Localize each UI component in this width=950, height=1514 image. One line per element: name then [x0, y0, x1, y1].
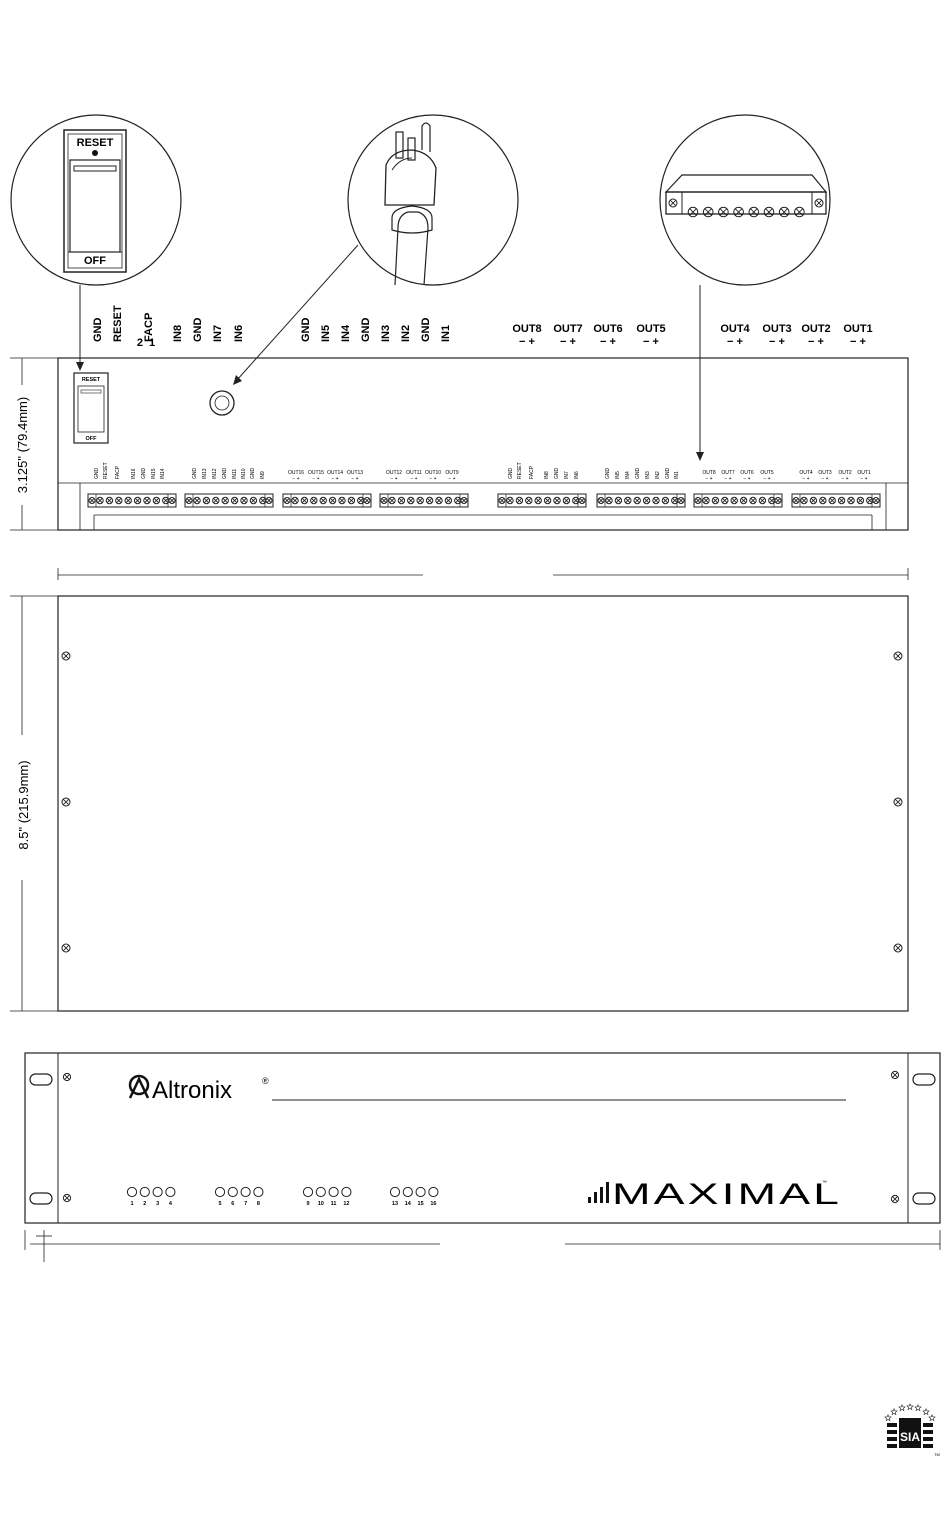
led-indicator-15: [416, 1187, 425, 1196]
rear-strip-b-0: GND: [508, 467, 514, 479]
altronix-logo: [130, 1076, 269, 1104]
led-indicator-10: [316, 1187, 325, 1196]
led-label-11: 11: [330, 1201, 337, 1207]
rear-out-b-polarity-4: − +: [802, 476, 810, 482]
led-indicator-13: [390, 1187, 399, 1196]
rear-end-screw: [284, 498, 290, 504]
rear-terminal-block-6: [694, 494, 782, 507]
rear-terminal-screw: [144, 497, 150, 503]
rear-out-b-polarity-0: − +: [705, 476, 713, 482]
output-label-a-0: OUT8: [512, 323, 542, 335]
rear-terminal-screw: [615, 497, 621, 503]
product-name: MAXIMAL: [612, 1178, 842, 1211]
led-label-5: 5: [218, 1201, 222, 1207]
front-panel-screw: [63, 1194, 70, 1201]
rear-terminal-screw: [507, 497, 513, 503]
rear-out-a-5: OUT11: [406, 470, 422, 476]
top-output-labels: [512, 323, 872, 348]
rear-terminal-screw: [398, 497, 404, 503]
top-left-label-2: FACP: [143, 312, 155, 342]
led-label-16: 16: [430, 1201, 437, 1207]
led-indicator-3: [153, 1187, 162, 1196]
led-indicator-14: [403, 1187, 412, 1196]
rear-terminal-screw: [801, 497, 807, 503]
rear-strip-b-3: IN8: [544, 471, 550, 479]
sia-seal: [885, 1404, 940, 1457]
rear-end-screw: [775, 498, 781, 504]
rear-terminal-screw: [408, 497, 414, 503]
rear-out-a-polarity-7: − +: [448, 476, 456, 482]
terminal-screw: [719, 207, 729, 217]
rear-strip-a2-0: GND: [192, 467, 198, 479]
rear-terminal-screw: [241, 497, 247, 503]
led-indicator-8: [254, 1187, 263, 1196]
rear-terminal-screw: [348, 497, 354, 503]
top-view-screw: [62, 798, 70, 806]
output-label-b-1: OUT3: [762, 323, 792, 335]
rear-end-screw: [266, 498, 272, 504]
led-indicator-1: [127, 1187, 136, 1196]
rear-out-b-polarity-3: − +: [763, 476, 771, 482]
rear-terminal-screw: [231, 497, 237, 503]
top-view-screw: [894, 944, 902, 952]
output-label-a-2: OUT6: [593, 323, 623, 335]
led-label-4: 4: [168, 1201, 172, 1207]
rear-terminal-screw: [213, 497, 219, 503]
rear-terminal-screw: [222, 497, 228, 503]
top-view-screw: [894, 798, 902, 806]
rear-strip-b-4: GND: [554, 467, 560, 479]
top-view-screw: [894, 652, 902, 660]
top-view: [10, 568, 908, 1011]
seal-star: [891, 1409, 897, 1415]
rear-strip-a-4: GND: [141, 467, 147, 479]
rear-terminal-screw: [544, 497, 550, 503]
led-indicator-6: [228, 1187, 237, 1196]
led-label-1: 1: [130, 1201, 134, 1207]
rear-strip-a-5: IN15: [151, 468, 157, 479]
rear-terminal-screw: [606, 497, 612, 503]
front-panel-screw: [63, 1073, 70, 1080]
rear-out-b-polarity-5: − +: [821, 476, 829, 482]
rear-strip-b2-2: IN4: [625, 471, 631, 479]
led-label-15: 15: [417, 1201, 424, 1207]
terminal-screw: [734, 207, 744, 217]
rear-end-screw: [186, 498, 192, 504]
rear-terminal-screw: [106, 497, 112, 503]
callout-switch-bottom-label: OFF: [84, 255, 106, 267]
rear-strip-b-2: FACP: [529, 465, 535, 479]
rear-terminal-block-2: [283, 494, 371, 507]
rear-terminal-screw: [436, 497, 442, 503]
rear-strip-b-5: IN7: [564, 471, 570, 479]
rear-strip-a2-1: IN13: [202, 468, 208, 479]
rear-terminal-screw: [301, 497, 307, 503]
rear-strip-a-1: RESET: [103, 462, 109, 479]
rear-terminal-mini-labels: [94, 462, 871, 482]
rear-end-screw: [678, 498, 684, 504]
rear-terminal-screw: [750, 497, 756, 503]
rear-terminal-screw: [339, 497, 345, 503]
led-label-13: 13: [391, 1201, 399, 1207]
seal-star: [907, 1404, 913, 1410]
rear-terminal-screw: [653, 497, 659, 503]
seal-star: [899, 1405, 905, 1411]
led-label-10: 10: [317, 1201, 324, 1207]
output-label-a-polarity-3: − +: [643, 336, 659, 348]
rear-terminal-screw: [320, 497, 326, 503]
rear-out-a-polarity-5: − +: [410, 476, 418, 482]
rear-terminal-screw: [535, 497, 541, 503]
rear-strip-b2-3: GND: [635, 467, 641, 479]
terminal-callout: [660, 115, 830, 285]
rear-out-a-polarity-0: − +: [292, 476, 300, 482]
switch-callout: [11, 115, 181, 285]
led-label-8: 8: [256, 1201, 260, 1207]
rear-strip-a-3: IN16: [131, 468, 137, 479]
callout-switch-top-label: RESET: [76, 137, 114, 149]
height-dimension: [10, 358, 58, 530]
terminal-screw: [779, 207, 789, 217]
rear-end-screw: [381, 498, 387, 504]
rear-terminal-screw: [625, 497, 631, 503]
front-panel-screw: [891, 1071, 898, 1078]
top-mid-label-0: GND: [300, 317, 312, 342]
led-indicator-11: [329, 1187, 338, 1196]
rear-strip-b2-5: IN2: [655, 471, 661, 479]
output-label-b-polarity-3: − +: [850, 336, 866, 348]
rear-terminal-block-3: [380, 494, 468, 507]
top-left-terminal-labels: [92, 305, 245, 342]
plug-leader-line: [237, 245, 358, 380]
rear-out-b-3: OUT5: [760, 470, 774, 476]
terminal-screw: [688, 207, 698, 217]
rear-terminal-block-1: [185, 494, 273, 507]
rear-strip-a-6: IN14: [160, 468, 166, 479]
rear-terminal-screw: [311, 497, 317, 503]
led-indicator-7: [241, 1187, 250, 1196]
rear-terminal-screw: [426, 497, 432, 503]
rear-terminal-block-7: [792, 494, 880, 507]
top-left-label-1: RESET: [112, 305, 124, 342]
led-indicators: [127, 1187, 438, 1207]
rear-end-screw: [579, 498, 585, 504]
rear-end-screw: [89, 498, 95, 504]
top-left-label-0: GND: [92, 317, 104, 342]
rear-terminal-screw: [759, 497, 765, 503]
led-indicator-16: [429, 1187, 438, 1196]
rear-terminal-screw: [838, 497, 844, 503]
top-mid-label-5: IN2: [400, 324, 412, 342]
rear-terminal-block-5: [597, 494, 685, 507]
rear-terminal-screw: [563, 497, 569, 503]
seal-star: [885, 1415, 891, 1421]
seal-trademark: TM: [934, 1452, 940, 1457]
rear-terminal-screw: [703, 497, 709, 503]
rear-terminal-screw: [722, 497, 728, 503]
rear-terminal-screw: [810, 497, 816, 503]
terminal-screw: [703, 207, 713, 217]
rear-out-a-2: OUT14: [326, 470, 344, 476]
led-label-12: 12: [343, 1201, 350, 1207]
rear-out-a-7: OUT9: [445, 470, 459, 476]
top-view-screw: [62, 944, 70, 952]
rear-terminal-screw: [740, 497, 746, 503]
rear-out-a-polarity-6: − +: [429, 476, 437, 482]
rear-strip-b2-0: GND: [605, 467, 611, 479]
brand-registered-mark: ®: [262, 1076, 269, 1086]
top-left-label-4: GND: [192, 317, 204, 342]
rear-terminal-blocks: [88, 494, 880, 507]
rear-end-screw: [695, 498, 701, 504]
switch-leader-arrow: [76, 362, 84, 371]
output-label-a-polarity-2: − +: [600, 336, 616, 348]
output-label-a-3: OUT5: [636, 323, 666, 335]
led-indicator-5: [215, 1187, 224, 1196]
rear-end-screw: [793, 498, 799, 504]
led-label-14: 14: [404, 1201, 411, 1207]
rear-terminal-screw: [643, 497, 649, 503]
rear-terminal-screw: [554, 497, 560, 503]
output-label-b-3: OUT1: [843, 323, 873, 335]
rear-terminal-screw: [194, 497, 200, 503]
led-indicator-12: [342, 1187, 351, 1196]
rear-end-screw: [873, 498, 879, 504]
output-label-b-0: OUT4: [720, 323, 750, 335]
rear-strip-a2-2: IN12: [212, 468, 218, 479]
rear-strip-b-6: IN6: [574, 471, 580, 479]
rear-out-b-1: OUT7: [721, 470, 735, 476]
rear-terminal-screw: [731, 497, 737, 503]
rear-out-a-polarity-3: − +: [351, 476, 359, 482]
led-label-3: 3: [156, 1201, 160, 1207]
brand-name: Altronix: [152, 1077, 233, 1104]
top-left-label-5: IN7: [212, 324, 224, 342]
top-mid-label-6: GND: [420, 317, 432, 342]
rear-terminal-block-4: [498, 494, 586, 507]
output-label-b-2: OUT2: [801, 323, 831, 335]
rear-out-b-0: OUT8: [702, 470, 716, 476]
rear-terminal-screw: [516, 497, 522, 503]
rear-end-screw: [169, 498, 175, 504]
rear-strip-a2-7: IN9: [260, 471, 266, 479]
rear-strip-b-1: RESET: [517, 462, 523, 479]
rear-terminal-block-0: [88, 494, 176, 507]
rear-out-b-polarity-1: − +: [724, 476, 732, 482]
rear-terminal-screw: [848, 497, 854, 503]
rear-out-a-0: OUT16: [287, 470, 305, 476]
front-panel-screw: [891, 1195, 898, 1202]
output-label-a-polarity-1: − +: [560, 336, 576, 348]
depth-dimension-label: 8.5" (215.9mm): [16, 760, 31, 850]
led-label-6: 6: [231, 1201, 235, 1207]
rear-strip-b2-7: IN1: [674, 471, 680, 479]
rear-strip-b2-1: IN5: [615, 471, 621, 479]
seal-star: [929, 1415, 935, 1421]
rear-out-b-2: OUT6: [740, 470, 754, 476]
rear-switch-top-label: RESET: [81, 377, 101, 383]
terminal-screw: [764, 207, 774, 217]
seal-text: SIA: [899, 1430, 921, 1444]
height-dimension-label: 3.125" (79.4mm): [15, 396, 30, 494]
plug-callout: [348, 115, 518, 285]
rear-end-screw: [461, 498, 467, 504]
end-screw: [669, 199, 677, 207]
rear-terminal-screw: [203, 497, 209, 503]
rear-terminal-screw: [134, 497, 140, 503]
rear-out-a-polarity-2: − +: [331, 476, 339, 482]
terminal-screw: [795, 207, 805, 217]
rear-terminal-screw: [292, 497, 298, 503]
rear-out-b-4: OUT4: [799, 470, 813, 476]
output-label-b-polarity-1: − +: [769, 336, 785, 348]
end-screw: [815, 199, 823, 207]
rear-terminal-screw: [634, 497, 640, 503]
rear-out-b-polarity-7: − +: [860, 476, 868, 482]
front-panel: [25, 1053, 940, 1262]
rear-terminal-screw: [125, 497, 131, 503]
top-mid-label-4: IN3: [380, 324, 392, 342]
rear-out-b-5: OUT3: [818, 470, 832, 476]
rear-out-a-3: OUT13: [346, 470, 364, 476]
terminal-leader-arrow: [696, 452, 704, 461]
rear-end-screw: [598, 498, 604, 504]
output-label-b-polarity-2: − +: [808, 336, 824, 348]
top-mid-label-1: IN5: [320, 324, 332, 342]
rear-end-screw: [499, 498, 505, 504]
top-mid-label-2: IN4: [340, 324, 352, 342]
led-label-2: 2: [143, 1201, 147, 1207]
rear-strip-b2-6: GND: [665, 467, 671, 479]
rear-terminal-screw: [526, 497, 532, 503]
top-left-label-3: IN8: [172, 324, 184, 342]
rear-terminal-screw: [417, 497, 423, 503]
rear-out-a-6: OUT10: [424, 470, 442, 476]
rear-out-a-polarity-4: − +: [390, 476, 398, 482]
rear-terminal-screw: [829, 497, 835, 503]
led-label-9: 9: [306, 1201, 310, 1207]
product-trademark: ™: [822, 1180, 827, 1186]
rear-strip-a2-6: GND: [250, 467, 256, 479]
led-indicator-9: [303, 1187, 312, 1196]
rear-terminal-screw: [857, 497, 863, 503]
led-label-7: 7: [244, 1201, 248, 1207]
rear-terminal-screw: [250, 497, 256, 503]
top-mid-label-7: IN1: [440, 324, 452, 342]
seal-star: [923, 1409, 929, 1415]
led-indicator-4: [166, 1187, 175, 1196]
rear-strip-b2-4: IN3: [645, 471, 651, 479]
output-label-a-polarity-0: − +: [519, 336, 535, 348]
rear-strip-a2-5: IN10: [241, 468, 247, 479]
rear-terminal-screw: [712, 497, 718, 503]
rear-terminal-screw: [445, 497, 451, 503]
output-label-a-1: OUT7: [553, 323, 583, 335]
rear-out-b-7: OUT1: [857, 470, 871, 476]
rear-terminal-screw: [153, 497, 159, 503]
rear-terminal-screw: [662, 497, 668, 503]
rear-end-screw: [364, 498, 370, 504]
rear-strip-a2-3: GND: [222, 467, 228, 479]
rear-out-a-4: OUT12: [385, 470, 403, 476]
rear-terminal-screw: [97, 497, 103, 503]
facp-polarity-label: 2 1: [136, 337, 156, 349]
top-left-label-6: IN6: [233, 324, 245, 342]
rear-terminal-screw: [329, 497, 335, 503]
maximal-logo: [588, 1178, 842, 1211]
rear-terminal-screw: [116, 497, 122, 503]
top-mid-terminal-labels: [300, 318, 452, 343]
rear-out-b-6: OUT2: [838, 470, 852, 476]
rear-out-b-polarity-2: − +: [743, 476, 751, 482]
rear-strip-a-0: GND: [94, 467, 100, 479]
rear-strip-a2-4: IN11: [232, 468, 238, 479]
output-label-b-polarity-0: − +: [727, 336, 743, 348]
top-view-screw: [62, 652, 70, 660]
top-mid-label-3: GND: [360, 317, 372, 342]
rear-terminal-screw: [389, 497, 395, 503]
rear-out-a-polarity-1: − +: [312, 476, 320, 482]
rear-switch-bottom-label: OFF: [85, 436, 97, 442]
seal-star: [915, 1405, 921, 1411]
rear-out-a-1: OUT15: [307, 470, 325, 476]
rear-out-b-polarity-6: − +: [841, 476, 849, 482]
rear-terminal-screw: [820, 497, 826, 503]
led-indicator-2: [140, 1187, 149, 1196]
rear-strip-a-2: FACP: [115, 465, 121, 479]
terminal-screw: [749, 207, 759, 217]
